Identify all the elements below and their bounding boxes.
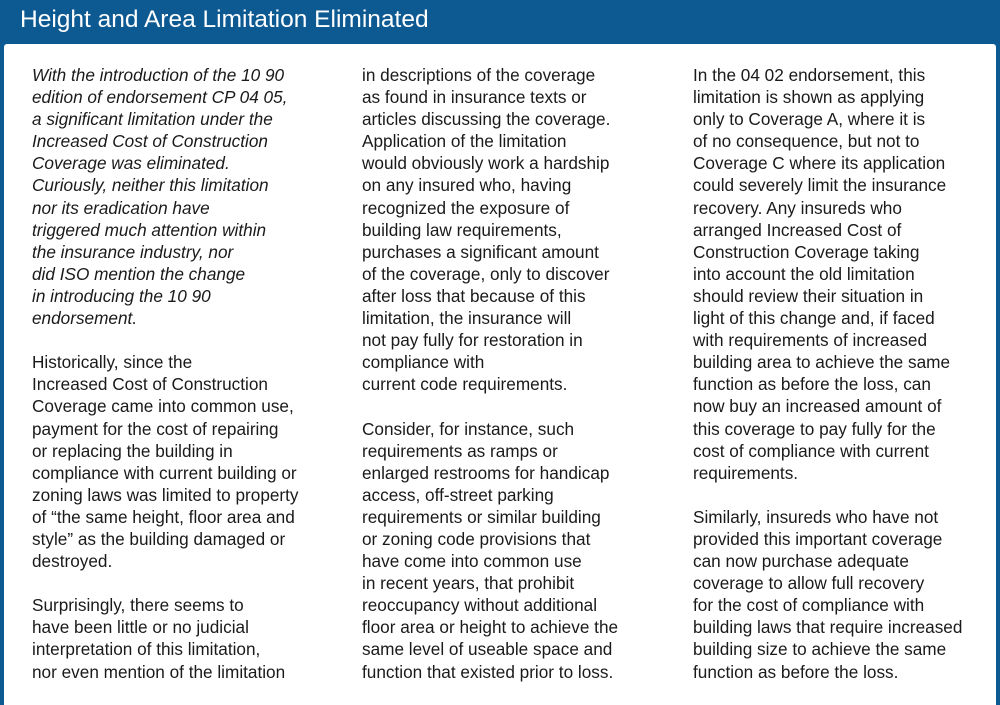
text-line: in descriptions of the coverage (362, 65, 596, 85)
text-line: could severely limit the insurance (693, 175, 947, 196)
paragraph (693, 64, 993, 484)
text-line: payment for the cost of repairing (32, 418, 279, 439)
text-line: limitation is shown as applying (693, 87, 925, 108)
text-column-1 (32, 64, 332, 705)
text-line: recovery. Any insureds who (693, 197, 902, 218)
text-line: building size to achieve the same (693, 639, 947, 660)
text-line: compliance with (362, 352, 485, 373)
text-line: have been little or no judicial (32, 617, 249, 638)
text-line: requirements as ramps or (362, 440, 558, 461)
text-column-2 (362, 64, 662, 705)
title-bar (0, 0, 1000, 40)
text-line: provided this important coverage (693, 528, 943, 549)
text-line: endorsement. (32, 308, 138, 329)
text-line: enlarged restrooms for handicap (362, 462, 610, 483)
content-panel (4, 44, 996, 705)
text-line: Historically, since the (32, 352, 193, 373)
text-line: would obviously work a hardship (362, 153, 610, 174)
text-line: Coverage was eliminated. (32, 153, 230, 174)
text-line: Increased Cost of Construction (32, 131, 268, 152)
text-column-3 (693, 64, 993, 705)
box-title: Height and Area Limitation Eliminated (20, 6, 429, 33)
text-line: requirements or similar building (362, 506, 601, 527)
text-line: access, off-street parking (362, 484, 554, 505)
text-line: reoccupancy without additional (362, 595, 598, 616)
text-line: Surprisingly, there seems to (32, 595, 244, 616)
text-line: Increased Cost of Construction (32, 374, 268, 395)
text-line: have come into common use (362, 551, 582, 572)
text-line: articles discussing the coverage. (362, 109, 611, 130)
paragraph (32, 594, 332, 682)
text-line: coverage to allow full recovery (693, 573, 925, 594)
text-line: in recent years, that prohibit (362, 573, 575, 594)
text-line: With the introduction of the 10 90 (32, 65, 285, 85)
text-line: can now purchase adequate (693, 551, 909, 572)
text-line: destroyed. (32, 551, 113, 572)
text-line: recognized the exposure of (362, 197, 570, 218)
text-line: floor area or height to achieve the (362, 617, 619, 638)
text-line: building area to achieve the same (693, 352, 951, 373)
text-line: nor its eradication have (32, 197, 210, 218)
text-line: or replacing the building in (32, 440, 233, 461)
text-line: of no consequence, but not to (693, 131, 920, 152)
text-line: building laws that require increased (693, 617, 963, 638)
text-line: In the 04 02 endorsement, this (693, 65, 926, 85)
text-line: function as before the loss. (693, 661, 899, 682)
text-line: arranged Increased Cost of (693, 219, 902, 240)
paragraph (32, 64, 332, 329)
text-line: for the cost of compliance with (693, 595, 925, 616)
text-line: edition of endorsement CP 04 05, (32, 87, 288, 108)
text-line: with requirements of increased (693, 330, 928, 351)
text-line: Coverage came into common use, (32, 396, 294, 417)
text-line: as found in insurance texts or (362, 87, 587, 108)
text-line: should review their situation in (693, 285, 924, 306)
text-line: limitation, the insurance will (362, 308, 572, 329)
text-line: Construction Coverage taking (693, 241, 920, 262)
text-line: nor even mention of the limitation (32, 661, 286, 682)
text-line: Similarly, insureds who have not (693, 506, 939, 527)
text-line: style” as the building damaged or (32, 528, 286, 549)
text-line: same level of useable space and (362, 639, 613, 660)
text-line: this coverage to pay fully for the (693, 418, 936, 439)
text-line: Application of the limitation (362, 131, 567, 152)
text-line: interpretation of this limitation, (32, 639, 261, 660)
text-line: function as before the loss, can (693, 374, 931, 395)
text-line: on any insured who, having (362, 175, 572, 196)
text-line: a significant limitation under the (32, 109, 273, 130)
text-line: into account the old limitation (693, 263, 915, 284)
text-line: Coverage C where its application (693, 153, 946, 174)
text-line: of “the same height, floor area and (32, 506, 295, 527)
text-line: not pay fully for restoration in (362, 330, 583, 351)
text-line: the insurance industry, nor (32, 241, 234, 262)
text-line: compliance with current building or (32, 462, 297, 483)
text-line: requirements. (693, 462, 799, 483)
text-line: light of this change and, if faced (693, 308, 935, 329)
paragraph (32, 351, 332, 572)
text-line: Curiously, neither this limitation (32, 175, 269, 196)
text-line: cost of compliance with current (693, 440, 929, 461)
text-line: Consider, for instance, such (362, 418, 575, 439)
paragraph (362, 64, 662, 395)
text-line: purchases a significant amount (362, 241, 599, 262)
text-line: in introducing the 10 90 (32, 285, 211, 306)
text-line: did ISO mention the change (32, 263, 246, 284)
text-line: building law requirements, (362, 219, 562, 240)
text-line: only to Coverage A, where it is (693, 109, 926, 130)
text-line: triggered much attention within (32, 219, 267, 240)
text-line: current code requirements. (362, 374, 568, 395)
text-line: zoning laws was limited to property (32, 484, 299, 505)
text-line: now buy an increased amount of (693, 396, 942, 417)
text-line: function that existed prior to loss. (362, 661, 614, 682)
text-line: of the coverage, only to discover (362, 263, 610, 284)
paragraph (693, 506, 993, 683)
text-line: after loss that because of this (362, 285, 586, 306)
paragraph (362, 418, 662, 683)
text-line: or zoning code provisions that (362, 528, 591, 549)
